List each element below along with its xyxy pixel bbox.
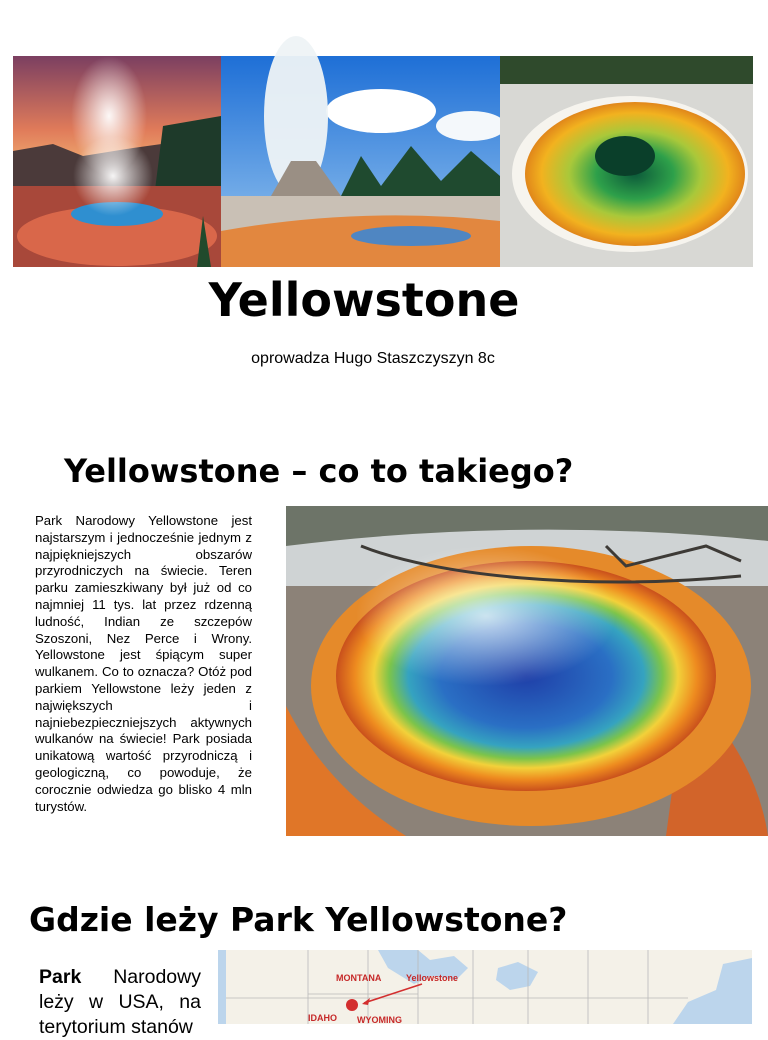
geyser-blue-sky-photo: [221, 56, 500, 267]
slide2-heading: Yellowstone – co to takiego?: [64, 452, 574, 490]
slide3-heading: Gdzie leży Park Yellowstone?: [29, 900, 568, 939]
slide3-body-rest: Narodowy leży w USA, na terytorium stanów: [39, 966, 201, 1038]
map-location-marker: [346, 999, 358, 1011]
grand-prismatic-spring-photo: [286, 506, 768, 836]
geyser-sunset-photo: [13, 56, 221, 267]
map-label-yellowstone: Yellowstone: [406, 973, 459, 983]
slide3-body-text: [39, 965, 201, 1040]
usa-map: [218, 950, 752, 1024]
map-label-montana: MONTANA: [336, 973, 382, 983]
presentation-title: Yellowstone: [208, 273, 520, 327]
presentation-subtitle: oprowadza Hugo Staszczyszyn 8c: [251, 350, 495, 367]
map-label-idaho: IDAHO: [308, 1013, 337, 1023]
map-label-wyoming: WYOMING: [357, 1015, 402, 1025]
slide2-body-text: Park Narodowy Yellowstone jest najstarszym i jednocześnie jednym z najpiękniejszych obszarów przyrodniczych na świecie. Teren parku zamieszkiwany był już od co najmniej 11 tys. lat przez rdzenną ludność, Indian ze szczepów Szoszoni, Nez Perce i Wrony. Yellowstone jest śpiącym super wulkanem. Co to oznacza? Otóż pod parkiem Yellowstone leży jeden z największych i najniebezpieczniejszych aktywnych wulkanów na świecie! Park posiada unikatową wartość przyrodniczą i geologiczną, co powoduje, że corocznie odwiedza go blisko 4 mln turystów.: [35, 513, 252, 814]
slide3-body-bold: Park: [39, 966, 82, 988]
morning-glory-pool-photo: [500, 56, 753, 267]
